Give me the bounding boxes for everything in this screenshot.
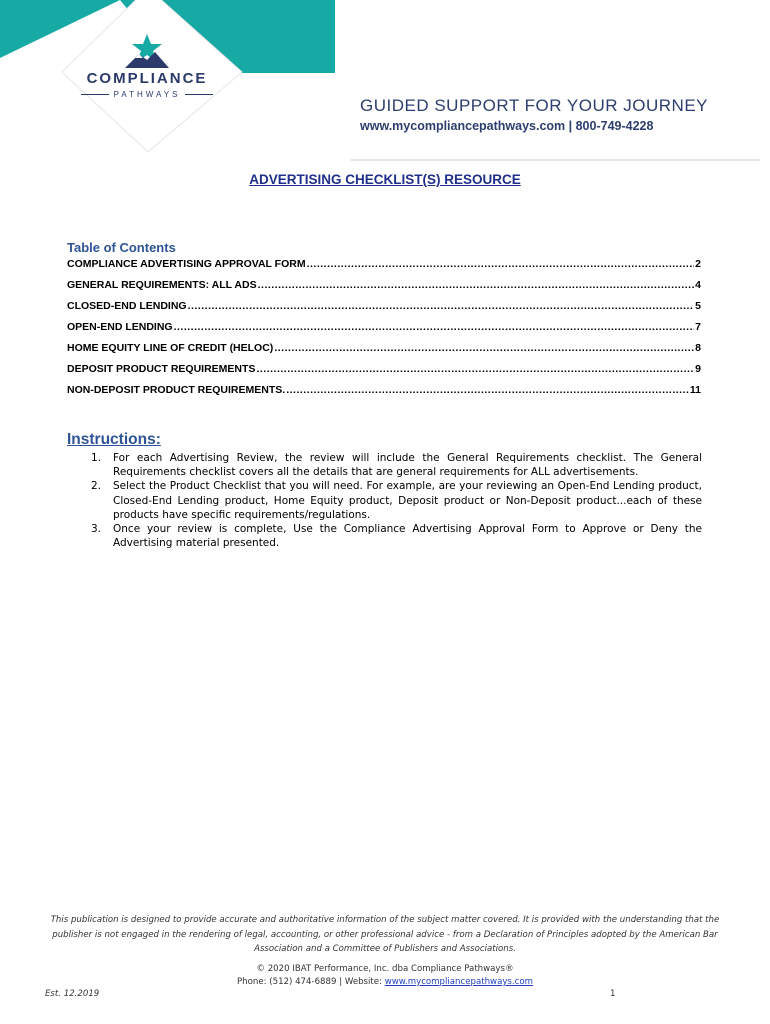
instruction-number: 1. (91, 452, 102, 464)
toc-heading: Table of Contents (67, 240, 176, 255)
toc-leader-dots (188, 300, 695, 312)
toc-entry-page: 11 (689, 384, 701, 396)
toc-entry-page: 5 (695, 300, 701, 312)
star-mountain-logo-icon (117, 32, 177, 70)
footer-established: Est. 12.2019 (45, 989, 100, 999)
toc-entry-page: 7 (695, 321, 701, 333)
toc-entry[interactable] (67, 300, 701, 321)
logo-name: COMPLIANCE (86, 70, 208, 87)
toc-leader-dots (256, 363, 694, 375)
page-header (0, 0, 770, 165)
footer-phone: Phone: (512) 474-6889 | Website: (237, 977, 382, 987)
instruction-item (85, 479, 702, 522)
instructions-heading: Instructions: (67, 431, 161, 448)
toc-entry-label: CLOSED-END LENDING (67, 300, 187, 312)
toc-leader-dots (174, 321, 695, 333)
toc-entry-page: 4 (695, 279, 701, 291)
header-tagline: GUIDED SUPPORT FOR YOUR JOURNEY (360, 96, 708, 115)
company-logo (62, 30, 232, 130)
toc-entry[interactable] (67, 258, 701, 279)
toc-entry-label: HOME EQUITY LINE OF CREDIT (HELOC) (67, 342, 274, 354)
toc-entry-label: DEPOSIT PRODUCT REQUIREMENTS (67, 363, 256, 375)
document-title: ADVERTISING CHECKLIST(S) RESOURCE (249, 172, 521, 187)
toc-entry-label: OPEN-END LENDING (67, 321, 173, 333)
toc-entry[interactable] (67, 279, 701, 300)
toc-entry-label: GENERAL REQUIREMENTS: ALL ADS (67, 279, 257, 291)
toc-leader-dots (274, 342, 694, 354)
toc-entry[interactable] (67, 363, 701, 384)
toc-leader-dots (258, 279, 695, 291)
toc-entry-page: 8 (695, 342, 701, 354)
toc-entry[interactable] (67, 384, 701, 405)
toc-leader-dots (286, 384, 689, 396)
logo-subtitle: PATHWAYS (62, 90, 232, 99)
instruction-text: Once your review is complete, Use the Compliance Advertising Approval Form to Approve or Deny the Advertising material presented. (113, 523, 702, 550)
instruction-text: For each Advertising Review, the review will include the General Requirements checklist. The General Requirements checklist covers all the details that are general requirements for ALL advertisements. (113, 452, 702, 479)
instruction-text: Select the Product Checklist that you will need. For example, are your reviewing an Open-End Lending product, Closed-End Lending product, Home Equity product, Deposit product or Non-Deposit product...each of these products have specific requirements/regulations. (113, 480, 702, 521)
toc-entry[interactable] (67, 321, 701, 342)
instructions-list (85, 451, 702, 550)
page-number: 1 (610, 989, 616, 999)
instruction-number: 3. (91, 523, 102, 536)
footer-disclaimer: This publication is designed to provide accurate and authoritative information of the subject matter covered. It is provided with the understanding that the publisher is not engaged in the rendering of legal, accounting, or other professional advice - from a Declaration of Principles adopted by the American Bar Association and a Committee of Publishers and Associations. (50, 915, 720, 954)
toc-leader-dots (307, 258, 695, 270)
header-contact: www.mycompliancepathways.com | 800-749-4228 (360, 119, 654, 133)
footer-website-link[interactable]: www.mycompliancepathways.com (384, 977, 533, 987)
toc-entry[interactable] (67, 342, 701, 363)
toc-entry-page: 9 (695, 363, 701, 375)
instruction-item (85, 522, 702, 550)
table-of-contents (67, 258, 701, 405)
instruction-number: 2. (91, 480, 102, 493)
instruction-item (85, 451, 702, 479)
toc-entry-page: 2 (695, 258, 701, 270)
footer-copyright: © 2020 IBAT Performance, Inc. dba Compliance Pathways® (256, 964, 514, 974)
toc-entry-label: NON-DEPOSIT PRODUCT REQUIREMENTS. (67, 384, 286, 396)
toc-entry-label: COMPLIANCE ADVERTISING APPROVAL FORM (67, 258, 306, 270)
footer-contact (0, 977, 770, 987)
